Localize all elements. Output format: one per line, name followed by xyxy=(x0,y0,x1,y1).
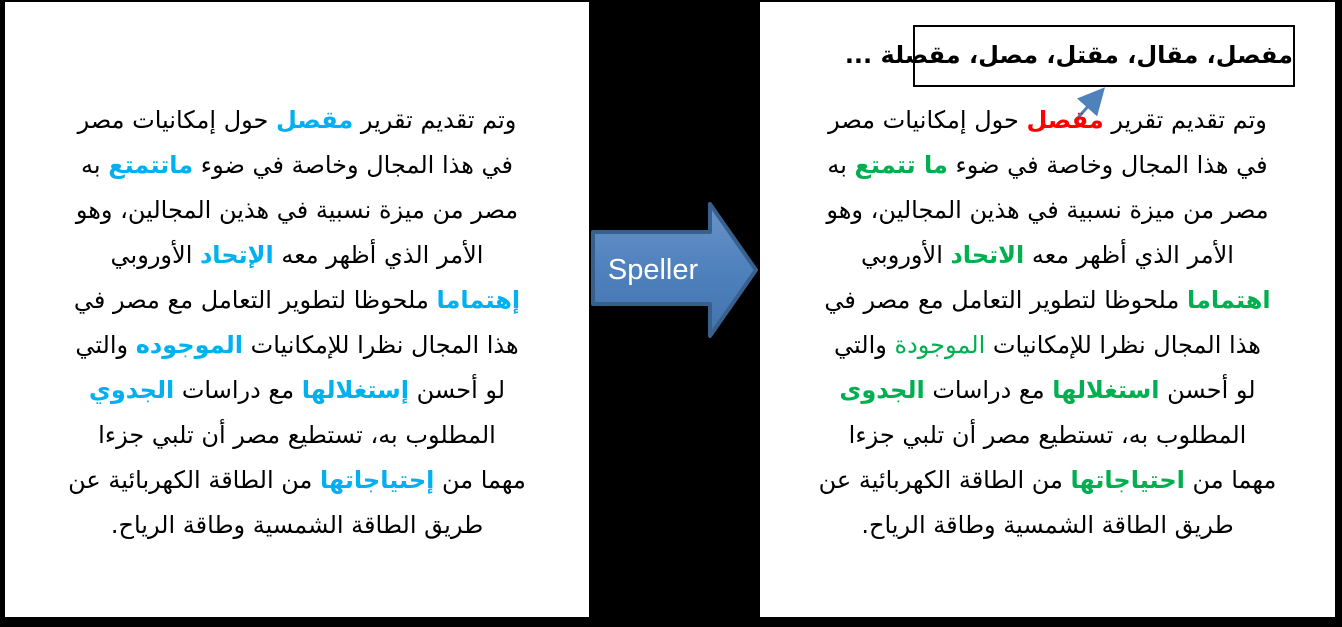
text-line xyxy=(17,503,577,548)
plain-text: في هذا المجال وخاصة في ضوء xyxy=(193,151,513,179)
plain-text: ملحوظا لتطوير التعامل مع مصر في xyxy=(824,286,1187,314)
corrected-text-panel xyxy=(760,2,1335,617)
plain-text: حول إمكانيات مصر xyxy=(828,106,1027,134)
corrected-word: الموجودة xyxy=(894,331,986,359)
misspelled-word: إحتياجاتها xyxy=(320,466,435,494)
plain-text: مع دراسات xyxy=(924,376,1053,404)
text-line xyxy=(17,278,577,323)
text-line xyxy=(17,458,577,503)
text-line xyxy=(17,98,577,143)
plain-text: والتي xyxy=(75,331,136,359)
text-line xyxy=(772,323,1323,368)
suggestions-box xyxy=(844,25,1295,87)
plain-text: مصر من ميزة نسبية في هذين المجالين، وهو xyxy=(826,196,1269,224)
plain-text: لو أحسن xyxy=(1159,376,1256,404)
text-line xyxy=(17,413,577,458)
text-line xyxy=(17,143,577,188)
left-text xyxy=(17,98,577,548)
plain-text: مهما من xyxy=(434,466,526,494)
plain-text: والتي xyxy=(834,331,895,359)
plain-text: طريق الطاقة الشمسية وطاقة الرياح. xyxy=(110,511,484,539)
plain-text: المطلوب به، تستطيع مصر أن تلبي جزءا xyxy=(98,421,496,449)
suggestions-text: مفصل، مقال، مقتل، مصل، مقصلة ... xyxy=(844,41,1293,69)
plain-text: من الطاقة الكهربائية عن xyxy=(818,466,1071,494)
text-line xyxy=(772,188,1323,233)
misspelled-word: إستغلالها xyxy=(301,376,409,404)
text-line xyxy=(772,143,1323,188)
plain-text: حول إمكانيات مصر xyxy=(77,106,276,134)
speller-label: Speller xyxy=(607,254,699,286)
plain-text: الأوروبي xyxy=(110,241,200,269)
text-line xyxy=(17,233,577,278)
plain-text: المطلوب به، تستطيع مصر أن تلبي جزءا xyxy=(848,421,1247,449)
misspelled-word: الإتحاد xyxy=(199,241,274,269)
plain-text: الأمر الذي أظهر معه xyxy=(1024,241,1234,269)
text-line xyxy=(772,413,1323,458)
misspelled-word: الموجوده xyxy=(135,331,243,359)
text-line xyxy=(772,98,1323,143)
plain-text: في هذا المجال وخاصة في ضوء xyxy=(947,151,1268,179)
flagged-word: مقصل xyxy=(1026,106,1104,134)
text-line xyxy=(17,368,577,413)
right-text xyxy=(772,98,1323,548)
plain-text: به xyxy=(81,151,109,179)
plain-text: مهما من xyxy=(1184,466,1277,494)
original-text-panel xyxy=(5,2,589,617)
plain-text: مصر من ميزة نسبية في هذين المجالين، وهو xyxy=(75,196,519,224)
plain-text: ملحوظا لتطوير التعامل مع مصر في xyxy=(73,286,437,314)
corrected-word: احتياجاتها xyxy=(1070,466,1185,494)
misspelled-word: مقصل xyxy=(276,106,354,134)
plain-text: مع دراسات xyxy=(174,376,302,404)
plain-text: هذا المجال نظرا للإمكانيات xyxy=(242,331,519,359)
text-line xyxy=(17,188,577,233)
plain-text: وتم تقديم تقرير xyxy=(1103,106,1267,134)
corrected-word: ما تتمتع xyxy=(854,151,948,179)
text-line xyxy=(772,503,1323,548)
plain-text: به xyxy=(827,151,855,179)
plain-text: لو أحسن xyxy=(408,376,506,404)
misspelled-word: إهتماما xyxy=(436,286,521,314)
plain-text: هذا المجال نظرا للإمكانيات xyxy=(985,331,1261,359)
text-line xyxy=(17,323,577,368)
corrected-word: الاتحاد xyxy=(950,241,1025,269)
corrected-word: الجدوى xyxy=(839,376,925,404)
text-line xyxy=(772,233,1323,278)
plain-text: وتم تقديم تقرير xyxy=(353,106,517,134)
corrected-word: استغلالها xyxy=(1052,376,1160,404)
text-line xyxy=(772,278,1323,323)
corrected-word: اهتماما xyxy=(1186,286,1271,314)
misspelled-word: الجدوي xyxy=(88,376,175,404)
plain-text: طريق الطاقة الشمسية وطاقة الرياح. xyxy=(861,511,1234,539)
plain-text: الأمر الذي أظهر معه xyxy=(273,241,484,269)
plain-text: الأوروبي xyxy=(861,241,951,269)
plain-text: من الطاقة الكهربائية عن xyxy=(68,466,321,494)
misspelled-word: ماتتمتع xyxy=(108,151,194,179)
text-line xyxy=(772,458,1323,503)
text-line xyxy=(772,368,1323,413)
